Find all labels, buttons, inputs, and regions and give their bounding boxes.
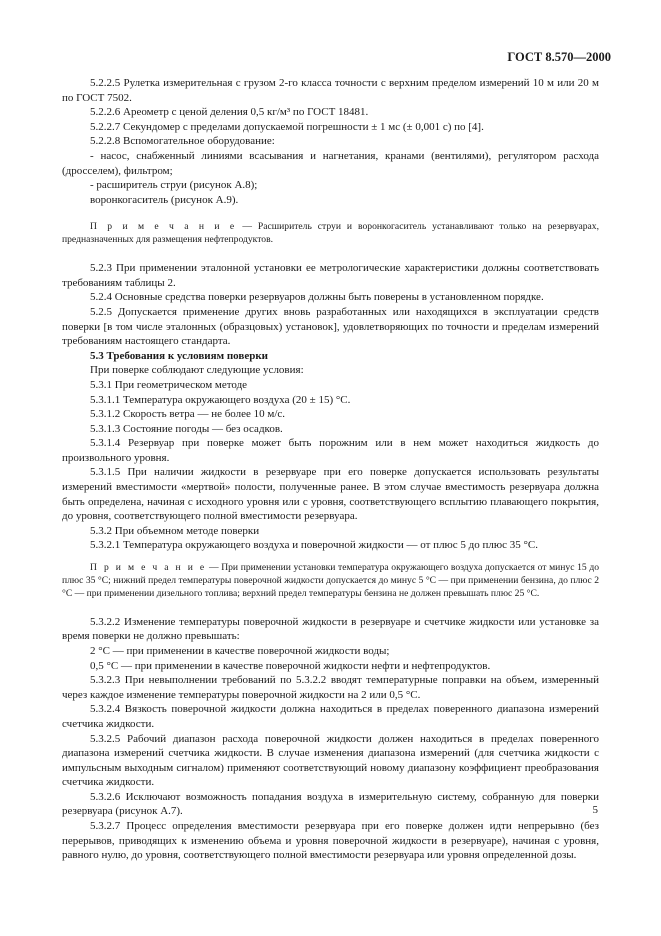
note-text: — Расширитель струи и воронкогаситель устанавливают только на резервуарах, предназначенных для размещения нефтепродуктов. (62, 221, 599, 246)
paragraph: 5.3.1.5 При наличии жидкости в резервуаре при его поверке допускается использовать результаты измерений вместимости «мертвой» полости, полученные ранее. В этом случае вместимость резервуара должна быть определена, начиная с исходного уровня или с уровня, соответствующего всплытию плавающего покрытия, до уровня, соответствующего полной вместимости резервуара. (62, 466, 599, 523)
paragraph: 5.2.2.6 Ареометр с ценой деления 0,5 кг/м³ по ГОСТ 18481. (90, 106, 369, 119)
paragraph: 5.3.1.3 Состояние погоды — без осадков. (90, 422, 283, 435)
note-text: — При применении установки температура окружающего воздуха допускается от минус 15 до плюс 35 °С; нижний предел температуры поверочной жидкости допускается до минус 5 °С — при применении бензина, до плюс 2 °С — при применении дизельного топлива; верхний предел температуры бензина не должен превышать плюс 25 °С. (62, 562, 600, 599)
document-body (62, 76, 599, 863)
paragraph: 2 °С — при применении в качестве поверочной жидкости воды; (90, 644, 390, 657)
paragraph: 5.3.2.5 Рабочий диапазон расхода поверочной жидкости должен находиться в пределах поверенного диапазона измерений счетчика жидкости. В случае изменения диапазона измерений (для счетчика жидкости с импульсным выходным сигналом) применяют соответствующий новому диапазону коэффициент преобразования счетчика жидкости. (62, 732, 599, 789)
paragraph: 5.3.1 При геометрическом методе (90, 378, 248, 391)
paragraph: 5.2.3 При применении эталонной установки ее метрологические характеристики должны соответствовать требованиям таблицы 2. (62, 262, 599, 289)
paragraph: - расширитель струи (рисунок А.8); (90, 179, 258, 192)
paragraph: 5.3.1.2 Скорость ветра — не более 10 м/с. (90, 408, 286, 421)
paragraph: 5.3.2.6 Исключают возможность попадания воздуха в измерительную систему, собранную для поверки резервуара (рисунок А.7). (62, 790, 599, 818)
paragraph: 5.2.2.5 Рулетка измерительная с грузом 2-го класса точности с верхним пределом измерений 10 м или 20 м по ГОСТ 7502. (62, 77, 599, 104)
paragraph: 5.3.2 При объемном методе поверки (90, 524, 260, 537)
document-header: ГОСТ 8.570—2000 (507, 50, 611, 64)
paragraph: 5.3.2.4 Вязкость поверочной жидкости должна находиться в пределах поверенного диапазона измерений счетчика жидкости. (62, 703, 599, 730)
paragraph: 5.2.2.8 Вспомогательное оборудование: (90, 135, 275, 148)
paragraph: При поверке соблюдают следующие условия: (90, 364, 304, 377)
paragraph: 5.3.2.7 Процесс определения вместимости резервуара при его поверке должен идти непрерывно (без перерывов, приводящих к изменению объема и уровня поверочной жидкости в резервуаре), начиная с уровня, равного нулю, до уровня, соответствующего полной вместимости резервуара или уровня определенной дозы. (62, 820, 599, 862)
paragraph: 5.2.4 Основные средства поверки резервуаров должны быть поверены в установленном порядке. (90, 291, 544, 304)
paragraph: 0,5 °С — при применении в качестве поверочной жидкости нефти и нефтепродуктов. (90, 659, 491, 672)
note (62, 221, 599, 247)
note-label: П р и м е ч а н и е (90, 562, 207, 574)
section-title: 5.3 Требования к условиям поверки (90, 349, 268, 362)
paragraph: 5.2.2.7 Секундомер с пределами допускаемой погрешности ± 1 мс (± 0,001 с) по [4]. (90, 120, 484, 133)
note (62, 562, 599, 601)
paragraph: 5.3.1.4 Резервуар при поверке может быть порожним или в нем может находиться жидкость до произвольного уровня. (62, 437, 599, 464)
paragraph: 5.3.1.1 Температура окружающего воздуха (20 ± 15) °С. (90, 393, 351, 406)
note-label: П р и м е ч а н и е (90, 221, 237, 233)
paragraph: 5.3.2.3 При невыполнении требований по 5.3.2.2 вводят температурные поправки на объем, измеренный через каждое изменение температуры поверочной жидкости на 2 или 0,5 °С. (62, 674, 599, 701)
paragraph: 5.2.5 Допускается применение других вновь разработанных или находящихся в эксплуатации средств поверки [в том числе эталонных (образцовых) установок], удовлетворяющих по точности и пределам измерений требованиям настоящего стандарта. (62, 305, 599, 348)
paragraph: воронкогаситель (рисунок А.9). (90, 193, 239, 206)
paragraph: 5.3.2.2 Изменение температуры поверочной жидкости в резервуаре и счетчике жидкости или установке за время поверки не должно превышать: (62, 615, 599, 643)
paragraph: - насос, снабженный линиями всасывания и нагнетания, кранами (вентилями), регулятором расхода (дросселем), фильтром; (62, 149, 599, 177)
page-number: 5 (592, 804, 598, 816)
paragraph: 5.3.2.1 Температура окружающего воздуха и поверочной жидкости — от плюс 5 до плюс 35 °С. (90, 539, 538, 552)
